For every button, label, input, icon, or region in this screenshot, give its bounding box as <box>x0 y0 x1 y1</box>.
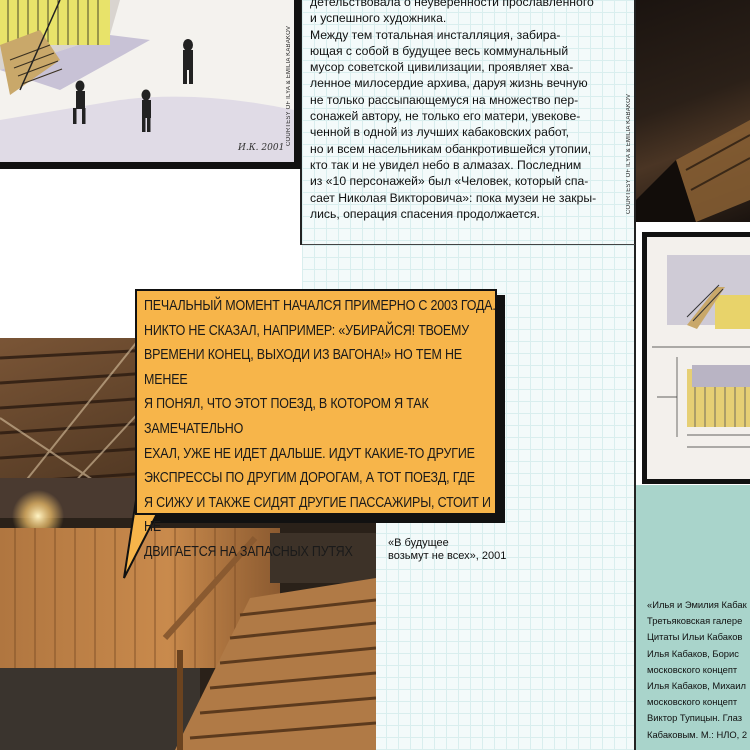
paragraph-line: но и всем насельникам обанкротившейся утопии, <box>310 141 592 156</box>
paragraph-line: ленное милосердие архива, даруя жизнь вечную <box>310 76 588 91</box>
sketch-signature: И.К. 2001 <box>238 143 285 153</box>
quote-text <box>144 294 497 565</box>
credit-left: COURTESY OF ILYA & EMILIA KABAKOV <box>286 25 292 146</box>
sketch-image-top-left <box>0 0 301 169</box>
reference-line: Илья Кабаков, Борис <box>647 647 739 659</box>
paragraph-line: детельствовала о неуверенности прославленного <box>310 0 594 9</box>
paragraph-line: лись, операция спасения продолжается. <box>310 206 540 221</box>
reference-line: Кабаковым. М.: НЛО, 2 <box>647 728 748 740</box>
reference-line: «Илья и Эмилия Кабак <box>647 599 747 610</box>
quote-line: ВРЕМЕНИ КОНЕЦ, ВЫХОДИ ИЗ ВАГОНА!» НО ТЕМ НЕ МЕНЕЕ <box>144 347 462 388</box>
paragraph-line: и успешного художника. <box>310 11 447 26</box>
reference-line: Третьяковская галере <box>647 615 743 627</box>
reference-line: Цитаты Ильи Кабаков <box>647 631 743 643</box>
paragraph-line: кто так и не увидел небо в алмазах. Последним <box>310 157 582 172</box>
paragraph-line: ющая с собой в будущее весь коммунальный <box>310 43 569 58</box>
paragraph-line: ченной в одной из лучших кабаковских работ, <box>310 125 569 140</box>
quote-line: ЕХАЛ, УЖЕ НЕ ИДЕТ ДАЛЬШЕ. ИДУТ КАКИЕ-ТО ДРУГИЕ <box>144 445 475 462</box>
paragraph-line: мусор советской цивилизации, проявляет хва- <box>310 60 574 75</box>
paragraph-line: из «10 персонажей» был «Человек, который спа- <box>310 174 589 189</box>
quote-line: ДВИГАЕТСЯ НА ЗАПАСНЫХ ПУТЯХ <box>144 543 353 560</box>
platform-sketch-illustration <box>0 0 294 162</box>
quote-line: НИКТО НЕ СКАЗАЛ, НАПРИМЕР: «УБИРАЙСЯ! ТВОЕМУ <box>144 322 470 339</box>
quote-line: Я СИЖУ И ТАКЖЕ СИДЯТ ДРУГИЕ ПАССАЖИРЫ, СТОИТ И НЕ <box>144 494 491 536</box>
references-list <box>647 597 747 743</box>
paragraph-line: не только рассыпающемуся на множество пер- <box>310 92 579 107</box>
paragraph-line: Между тем тотальная инсталляция, забира- <box>310 27 561 42</box>
photo-caption <box>388 537 506 563</box>
reference-line: Илья Кабаков, Михаил <box>647 680 746 692</box>
article-paragraph <box>310 0 630 222</box>
paragraph-line: сает Николая Викторовича»: пока музеи не закры- <box>310 190 597 205</box>
reference-line: московского концепт <box>647 696 738 708</box>
reference-line: московского концепт <box>647 663 738 675</box>
quote-line: Я ПОНЯЛ, ЧТО ЭТОТ ПОЕЗД, В КОТОРОМ Я ТАК ЗАМЕЧАТЕЛЬНО <box>144 396 429 437</box>
reference-line: Виктор Тупицын. Глаз <box>647 712 743 724</box>
quote-line: ПЕЧАЛЬНЫЙ МОМЕНТ НАЧАЛСЯ ПРИМЕРНО С 2003 ГОДА. <box>144 298 496 314</box>
sketch-image-right <box>642 232 750 484</box>
horizontal-divider <box>302 244 635 245</box>
caption-line: возьмут не всех», 2001 <box>388 550 507 562</box>
photo-top-right <box>636 0 750 222</box>
paragraph-line: сонажей автору, не только его матери, увекове- <box>310 109 581 124</box>
caption-line: «В будущее <box>388 537 449 549</box>
quote-line: ЭКСПРЕССЫ ПО ДРУГИМ ДОРОГАМ, А ТОТ ПОЕЗД, ГДЕ <box>144 470 475 487</box>
credit-right: COURTESY OF ILYA & EMILIA KABAKOV <box>626 93 632 214</box>
